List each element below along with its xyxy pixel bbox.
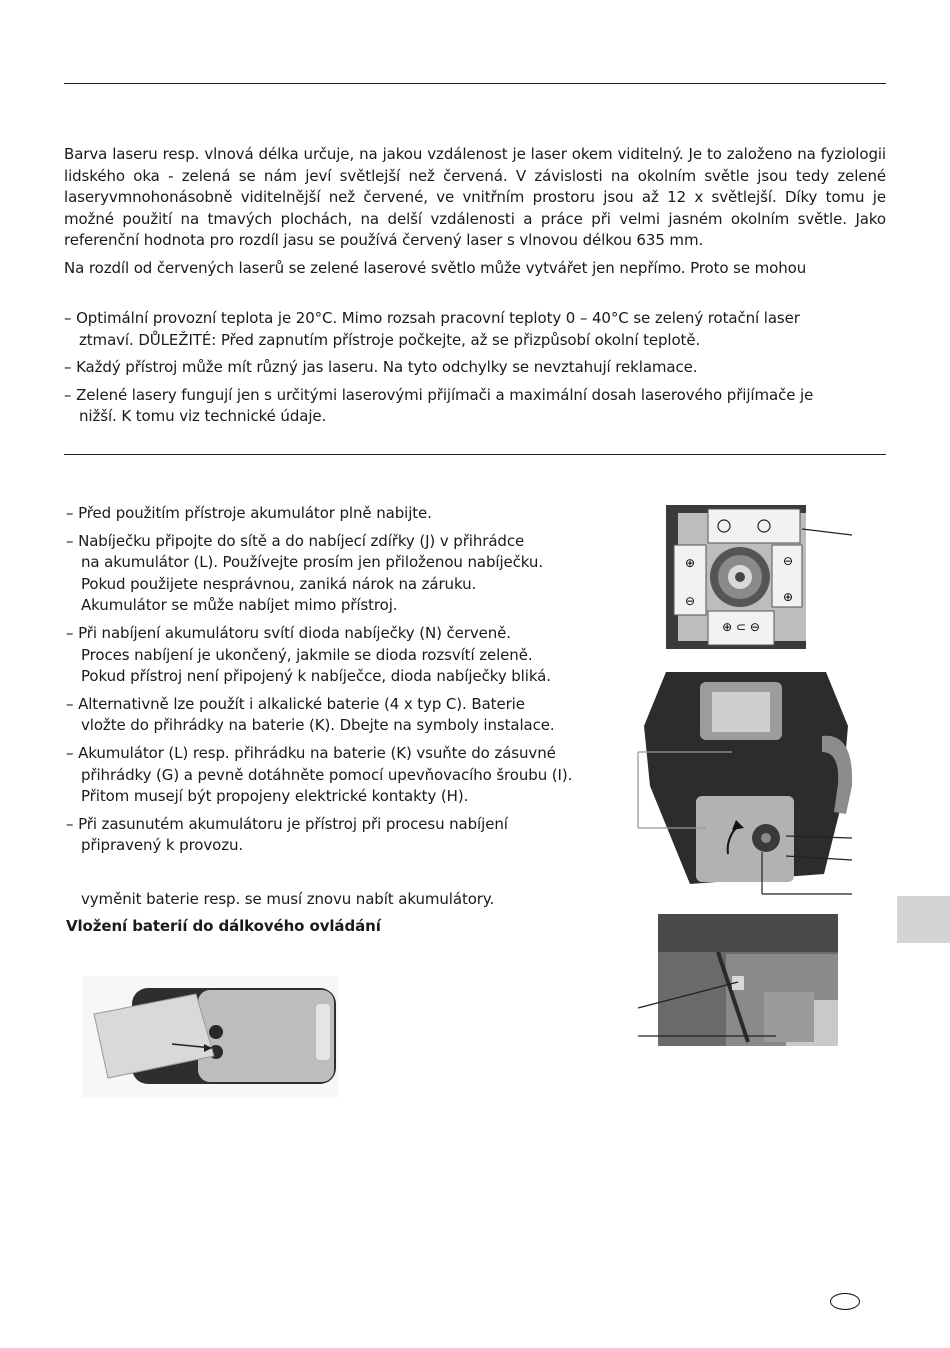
section1-bullet-1: – Optimální provozní teplota je 20°C. Mimo rozsah pracovní teploty 0 – 40°C se zelený rotační laser ztmaví. DŮLEŽITÉ: Před zapnutím přístroje počkejte, až se přizpůsobí okolní teplotě. bbox=[64, 309, 800, 349]
section1-bullet-2: – Každý přístroj může mít různý jas laseru. Na tyto odchylky se nevztahují reklamace. bbox=[64, 358, 698, 377]
remote-batteries-heading: Vložení baterií do dálkového ovládání bbox=[66, 917, 381, 935]
section2-bullet-6-line-2: připravený k provozu. bbox=[81, 836, 244, 855]
section1-paragraph-2: Na rozdíl od červených laserů se zelené laserové světlo může vytvářet jen nepřímo. Proto se mohou bbox=[64, 258, 807, 277]
section2-bullet-5-line-2: přihrádky (G) a pevně dotáhněte pomocí upevňovacího šroubu (I). bbox=[81, 765, 573, 784]
section2-bullet-3-line-2: Proces nabíjení je ukončený, jakmile se dioda rozsvítí zeleně. bbox=[81, 645, 533, 664]
section1-bullets bbox=[64, 308, 854, 428]
section1-body bbox=[64, 144, 886, 280]
minus-symbol-left: ⊖ bbox=[684, 594, 696, 608]
replace-batteries-text: vyměnit baterie resp. se musí znovu nabít akumulátory. bbox=[81, 890, 495, 908]
battery-compartment-figure bbox=[664, 503, 854, 651]
section2-bullet-5-line-1: – Akumulátor (L) resp. přihrádku na baterie (K) vsuňte do zásuvné bbox=[66, 743, 556, 762]
section2-bullet-1 bbox=[66, 503, 606, 525]
contacts-closeup-photo bbox=[636, 912, 842, 1048]
section2-bullet-3 bbox=[66, 623, 606, 688]
section2-bullet-2-line-2: na akumulátor (L). Používejte prosím jen přiloženou nabíječku. bbox=[81, 553, 544, 572]
plus-symbol-right: ⊕ bbox=[782, 590, 794, 604]
section2-bullet-3-line-1: – Při nabíjení akumulátoru svítí dioda nabíječky (N) červeně. bbox=[66, 623, 511, 642]
plus-symbol-left: ⊕ bbox=[684, 556, 696, 570]
section2-bullet-4 bbox=[66, 694, 606, 737]
section2-bullet-6-line-1: – Při zasunutém akumulátoru je přístroj při procesu nabíjení bbox=[66, 814, 508, 833]
remote-control-photo bbox=[80, 974, 340, 1100]
battery-polarity-bottom: ⊕ ⊂ ⊖ bbox=[722, 620, 760, 634]
top-rule bbox=[64, 83, 886, 84]
section2-bullet-1-line-1: – Před použitím přístroje akumulátor plně nabijte. bbox=[66, 504, 432, 522]
language-oval-marker bbox=[830, 1293, 860, 1310]
section2-bullet-2-line-4: Akumulátor se může nabíjet mimo přístroj. bbox=[81, 596, 398, 615]
minus-symbol-right: ⊖ bbox=[782, 554, 794, 568]
section2-bullet-3-line-3: Pokud přístroj není připojený k nabíječce, dioda nabíječky bliká. bbox=[81, 667, 551, 686]
section2-bullet-2-line-3: Pokud použijete nesprávnou, zaniká nárok na záruku. bbox=[81, 574, 477, 593]
chapter-tab bbox=[897, 896, 950, 943]
laser-device-photo bbox=[636, 666, 854, 906]
middle-rule bbox=[64, 454, 886, 455]
section1-paragraph-1: Barva laseru resp. vlnová délka určuje, na jakou vzdálenost je laser okem viditelný. Je to založeno na fyziologii lidského oka - zelená se nám jeví světlejší než červená. V závislosti na okolním světle jsou tedy zelené laseryvmnohonásobně viditelnější než červené, ve vnitřním prostoru jsou až 12 x světlejší. Díky tomu je možné použití na tmavých plochách, na delší vzdálenosti a práce při velmi jasném okolním světle. Jako referenční hodnota pro rozdíl jasu se používá červený laser s vlnovou délkou 635 mm. bbox=[64, 145, 886, 250]
section2-bullet-5-line-3: Přitom musejí být propojeny elektrické kontakty (H). bbox=[81, 787, 469, 806]
section1-bullet-3: – Zelené lasery fungují jen s určitými laserovými přijímači a maximální dosah laserového přijímače je nižší. K tomu viz technické údaje. bbox=[64, 385, 814, 426]
section2-bullet-2-line-1: – Nabíječku připojte do sítě a do nabíjecí zdířky (J) v přihrádce bbox=[66, 531, 525, 550]
section2-bullet-6 bbox=[66, 814, 606, 857]
section2-bullet-2 bbox=[66, 531, 606, 617]
section2-bullets bbox=[66, 503, 606, 857]
section2-bullet-4-line-2: vložte do přihrádky na baterie (K). Dbejte na symboly instalace. bbox=[81, 716, 555, 735]
section2-bullet-5 bbox=[66, 743, 606, 808]
section2-bullet-4-line-1: – Alternativně lze použít i alkalické baterie (4 x typ C). Baterie bbox=[66, 694, 525, 713]
